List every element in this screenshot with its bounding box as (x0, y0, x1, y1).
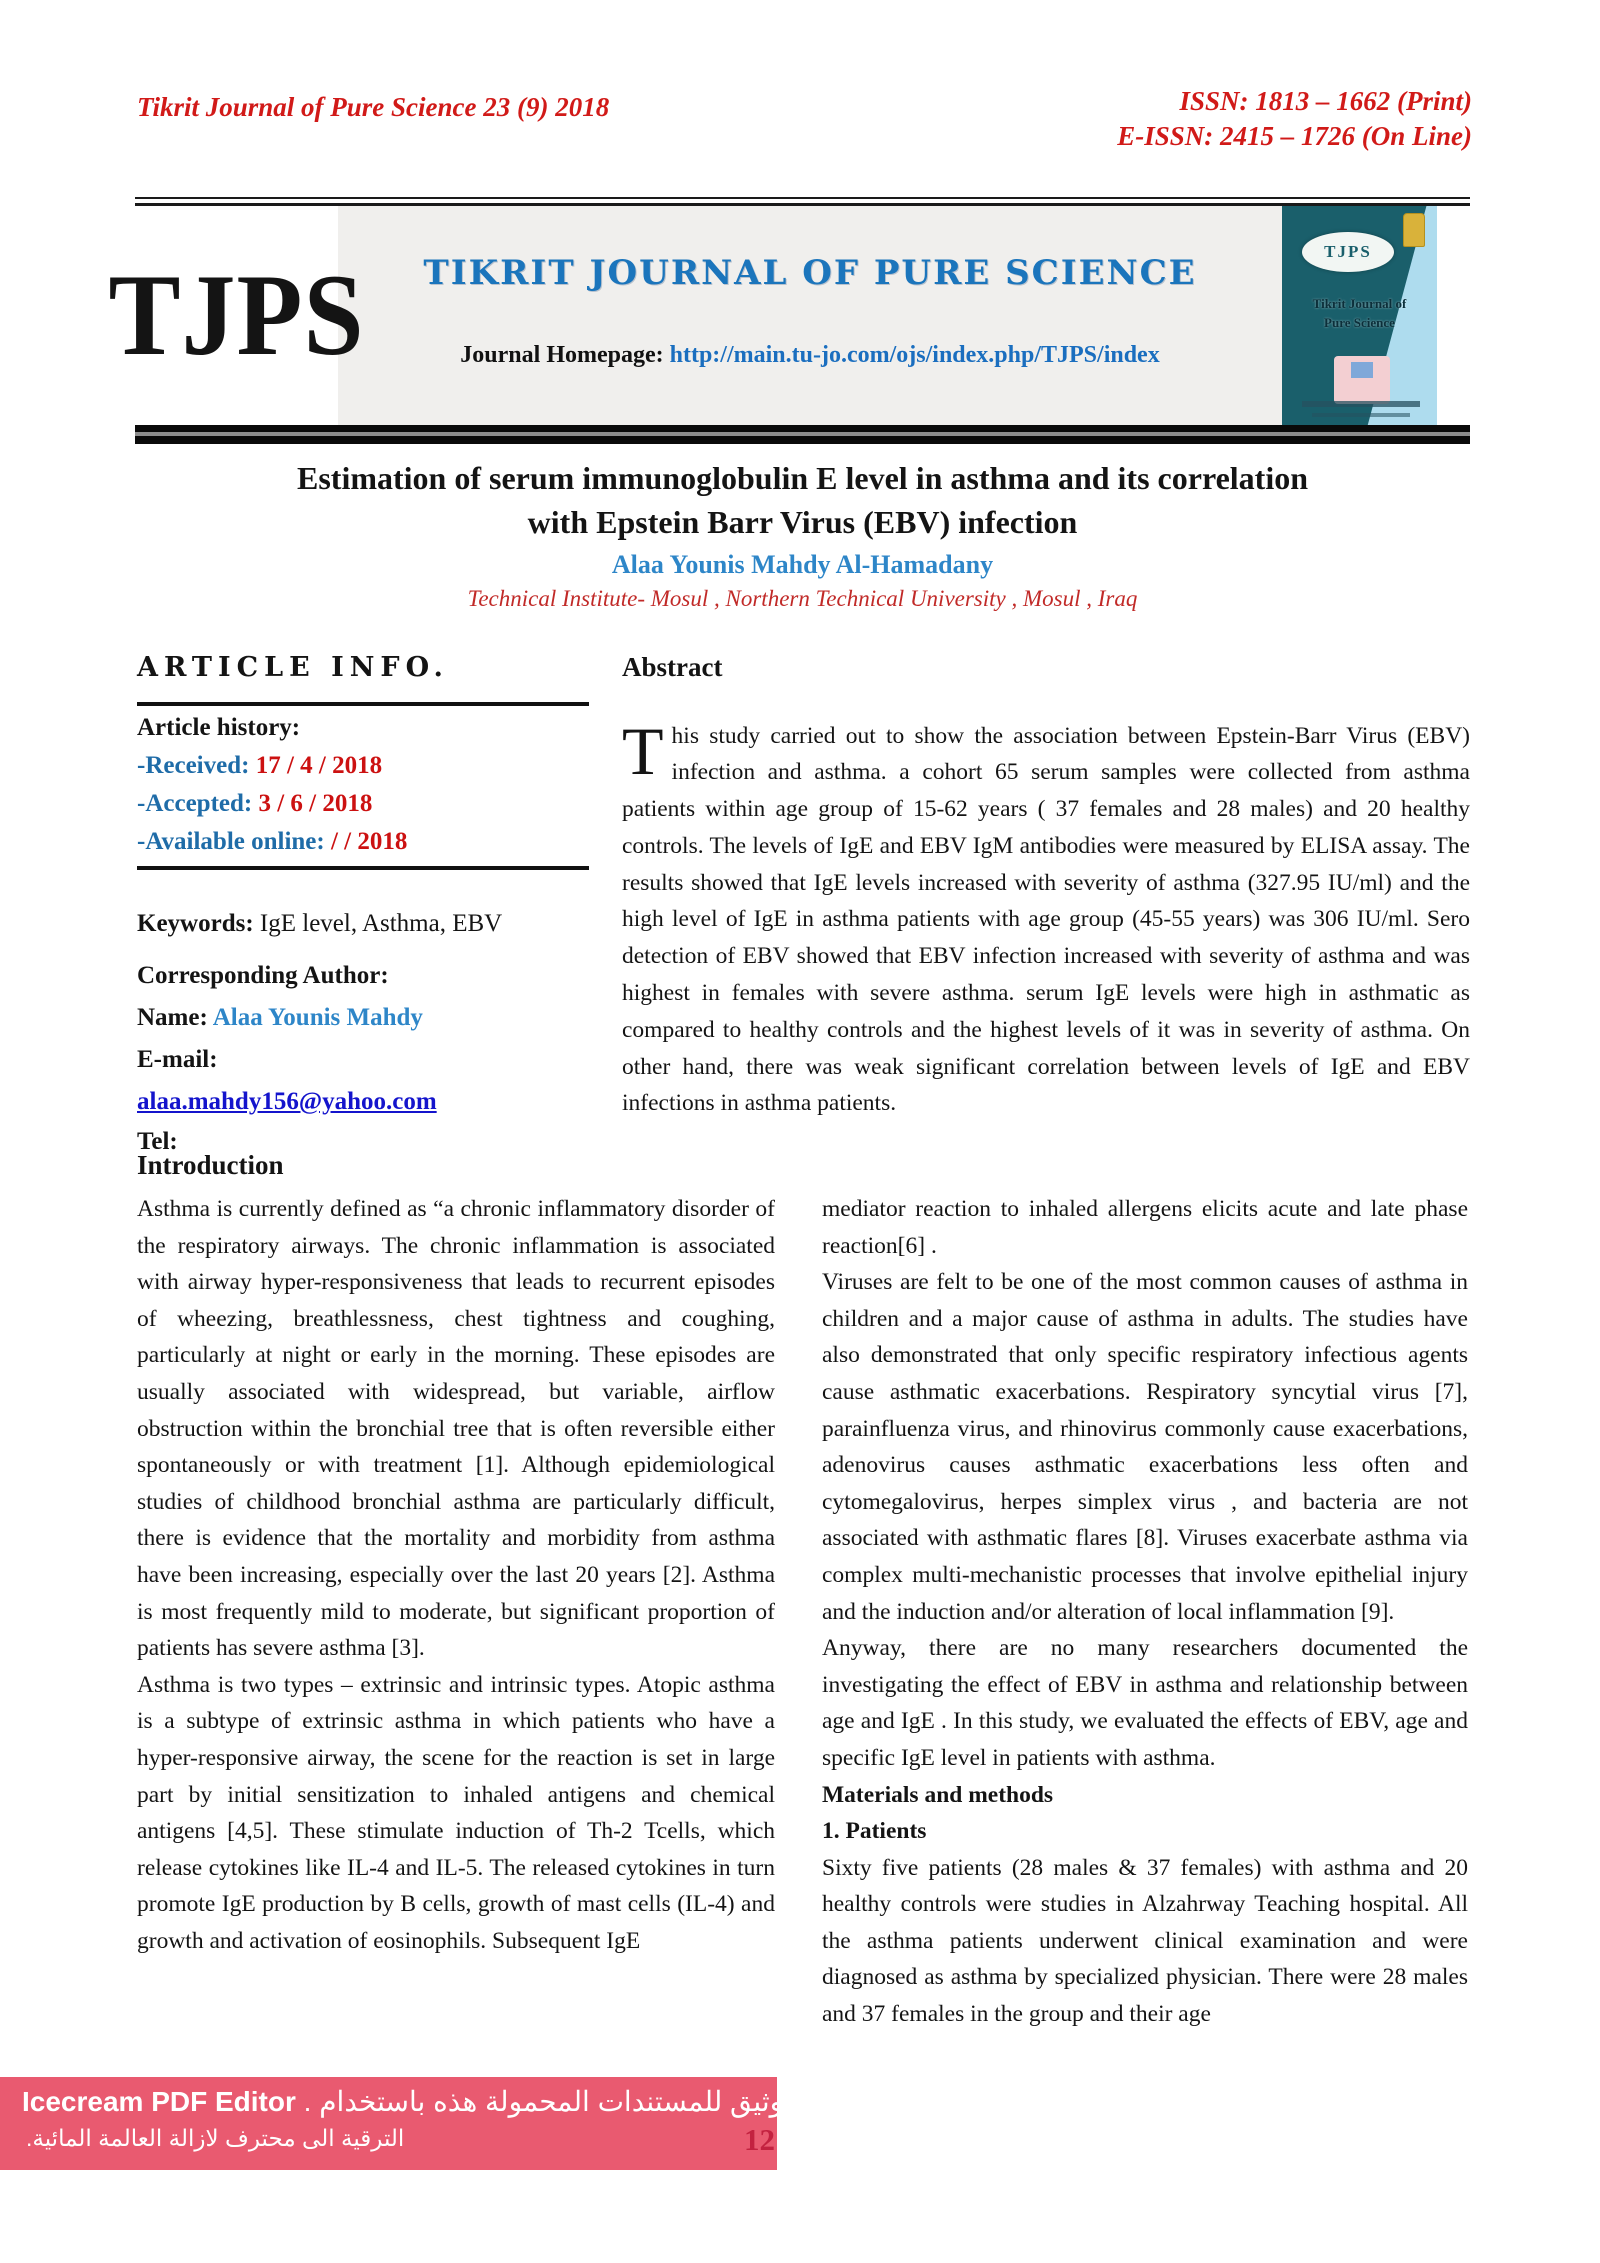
materials-methods-heading: Materials and methods (822, 1781, 1054, 1808)
available-online-line (137, 828, 407, 856)
homepage-label: Journal Homepage: (460, 342, 664, 368)
keywords-line (137, 905, 589, 943)
accepted-line (137, 790, 372, 818)
abstract-heading: Abstract (622, 652, 723, 682)
journal-title-banner: TIKRIT JOURNAL OF PURE SCIENCE (423, 253, 1197, 293)
watermark-line1 (22, 2085, 912, 2118)
body-column-left (137, 1191, 775, 1959)
keywords-label: Keywords: (137, 910, 254, 937)
cover-logo-mark (1334, 356, 1390, 404)
journal-homepage-line (348, 342, 1272, 369)
paragraph: Anyway, there are no many researchers documented the investigating the effect of EBV in asthma and relationship between age and IgE . In this study, we evaluated the effects of EBV, age and specific IgE level in patients with asthma. (822, 1635, 1468, 1771)
tjps-logo (108, 206, 365, 425)
received-line (137, 752, 382, 780)
article-author: Alaa Younis Mahdy Al-Hamadany (611, 550, 994, 579)
page-number: 12 (744, 2122, 775, 2157)
name-value: Alaa Younis Mahdy (212, 1004, 423, 1031)
article-history-label: Article history: (137, 714, 301, 741)
article-info-heading: ARTICLE INFO. (137, 652, 449, 683)
available-online-date: / / 2018 (330, 828, 408, 855)
corresponding-author-label: Corresponding Author: (137, 962, 389, 989)
accepted-label: -Accepted: (137, 790, 253, 817)
received-date: 17 / 4 / 2018 (255, 752, 383, 779)
article-title-line1: Estimation of serum immunoglobulin E level in asthma and its correlation (296, 460, 1308, 496)
author-name-line (137, 1004, 423, 1032)
cover-journal-title: Tikrit Journal of Pure Science (1312, 296, 1407, 330)
cover-tjps-text: TJPS (1324, 242, 1372, 261)
paragraph: Sixty five patients (28 males & 37 females) with asthma and 20 healthy controls were studies in Alzahrway Teaching hospital. All the asthma patients underwent clinical examination and were diagnosed as asthma by specialized physician. There were 28 males and 37 females in the group and their age (822, 1854, 1468, 2028)
pdf-editor-brand: Icecream PDF Editor (22, 2086, 296, 2117)
email-link[interactable]: alaa.mahdy156@yahoo.com (137, 1088, 437, 1115)
banner-top-rule (135, 197, 1470, 206)
paragraph: Viruses are felt to be one of the most common causes of asthma in children and a major cause of asthma in adults. The studies have also demonstrated that only specific respiratory infectious agents cause asthmatic exacerbations. Respiratory syncytial virus [7], parainfluenza virus, and rhinovirus commonly cause exacerbations, adenovirus causes asthmatic exacerbations less often and cytomegalovirus, herpes simplex virus , and bacteria are not associated with asthmatic flares [8]. Viruses exacerbate asthma via complex multi-mechanistic processes that involve epithelial injury and the induction and/or alteration of local inflammation [9]. (822, 1269, 1468, 1625)
issn-block (1117, 84, 1472, 154)
name-label: Name: (137, 1004, 208, 1031)
cover-caption-bar (1312, 413, 1410, 417)
paragraph: Asthma is currently defined as “a chronic inflammatory disorder of the respiratory airways. The chronic inflammation is associated with airway hyper-responsiveness that leads to recurrent episodes of wheezing, breathlessness, chest tightness and coughing, particularly at night or early in the morning. These episodes are usually associated with widespread, but variable, airflow obstruction within the bronchial tree that is often reversible either spontaneously or with treatment [1]. Although epidemiological studies of childhood bronchial asthma are particularly difficult, there is evidence that the mortality and morbidity from asthma have been increasing, especially over the last 20 years [2]. Asthma is most frequently mild to moderate, but significant proportion of patients has severe asthma [3]. (137, 1196, 775, 1662)
issn-print: ISSN: 1813 – 1662 (Print) (1179, 86, 1472, 116)
tjps-logo-text: TJPS (108, 250, 365, 380)
issn-online: E-ISSN: 2415 – 1726 (On Line) (1117, 121, 1472, 151)
abstract-dropcap: T (622, 712, 664, 789)
banner-bottom-rule (135, 425, 1470, 444)
introduction-heading: Introduction (137, 1150, 284, 1180)
patients-heading: 1. Patients (822, 1818, 927, 1845)
abstract-body: his study carried out to show the association between Epstein-Barr Virus (EBV) infection and asthma. a cohort 65 serum samples were collected from asthma patients within age group of 15-62 years ( 37 females and 28 males) and 20 healthy controls. The levels of IgE and EBV IgM antibodies were measured by ELISA assay. The results showed that IgE levels increased with severity of asthma (327.95 IU/ml) and the high level of IgE in asthma patients with age group (45-55 years) was 306 IU/ml. Sero detection of EBV showed that EBV infection increased with severity of asthma and was highest in females with severe asthma. serum IgE levels were high in asthmatic as compared to healthy controls and the highest levels of it was in severity of asthma. On other hand, there was weak significant correlation between levels of IgE and EBV infections in asthma patients. (622, 722, 1470, 1117)
received-label: -Received: (137, 752, 250, 779)
tel-label: Tel: (137, 1128, 178, 1155)
abstract-text (622, 712, 1470, 1123)
pdf-editor-watermark-bar (0, 2077, 912, 2170)
cover-caption-bar (1302, 401, 1420, 407)
cover-tjps-ellipse (1302, 232, 1394, 272)
journal-cover-thumbnail (1282, 206, 1437, 425)
watermark-arabic-text1: . مادختساب هذه ةلومحملا تادنتسملل قيثوتو ريرحت مت (303, 2086, 912, 2117)
journal-reference: Tikrit Journal of Pure Science 23 (9) 2018 (137, 92, 610, 122)
article-info-rule (137, 866, 589, 870)
paragraph: Asthma is two types – extrinsic and intrinsic types. Atopic asthma is a subtype of extrinsic asthma in which patients who have a hyper-responsive airway, the scene for the reaction is set in large part by initial sensitization to inhaled antigens and chemical antigens [4,5]. These stimulate induction of Th-2 Tcells, which release cytokines like IL-4 and IL-5. The released cytokines in turn promote IgE production by B cells, growth of mast cells (IL-4) and growth and activation of eosinophils. Subsequent IgE (137, 1671, 775, 1954)
paragraph: mediator reaction to inhaled allergens elicits acute and late phase reaction[6] . (822, 1196, 1468, 1259)
accepted-date: 3 / 6 / 2018 (258, 790, 373, 817)
homepage-link[interactable]: http://main.tu-jo.com/ojs/index.php/TJPS/index (669, 342, 1160, 368)
article-title-line2: with Epstein Barr Virus (EBV) infection (527, 504, 1078, 540)
keywords-value: IgE level, Asthma, EBV (259, 910, 503, 937)
watermark-arabic-text2: .ةيئاملا ةملاعلا ةلازال فرتحم ىلا ةيقرتلا (26, 2125, 405, 2151)
body-column-right (822, 1191, 1468, 2033)
banner-background (338, 206, 1282, 425)
article-info-rule (137, 702, 589, 706)
available-online-label: -Available online: (137, 828, 325, 855)
cover-emblem-icon (1403, 213, 1425, 247)
email-label: E-mail: (137, 1046, 218, 1073)
article-affiliation: Technical Institute- Mosul , Northern Technical University , Mosul , Iraq (467, 586, 1138, 611)
